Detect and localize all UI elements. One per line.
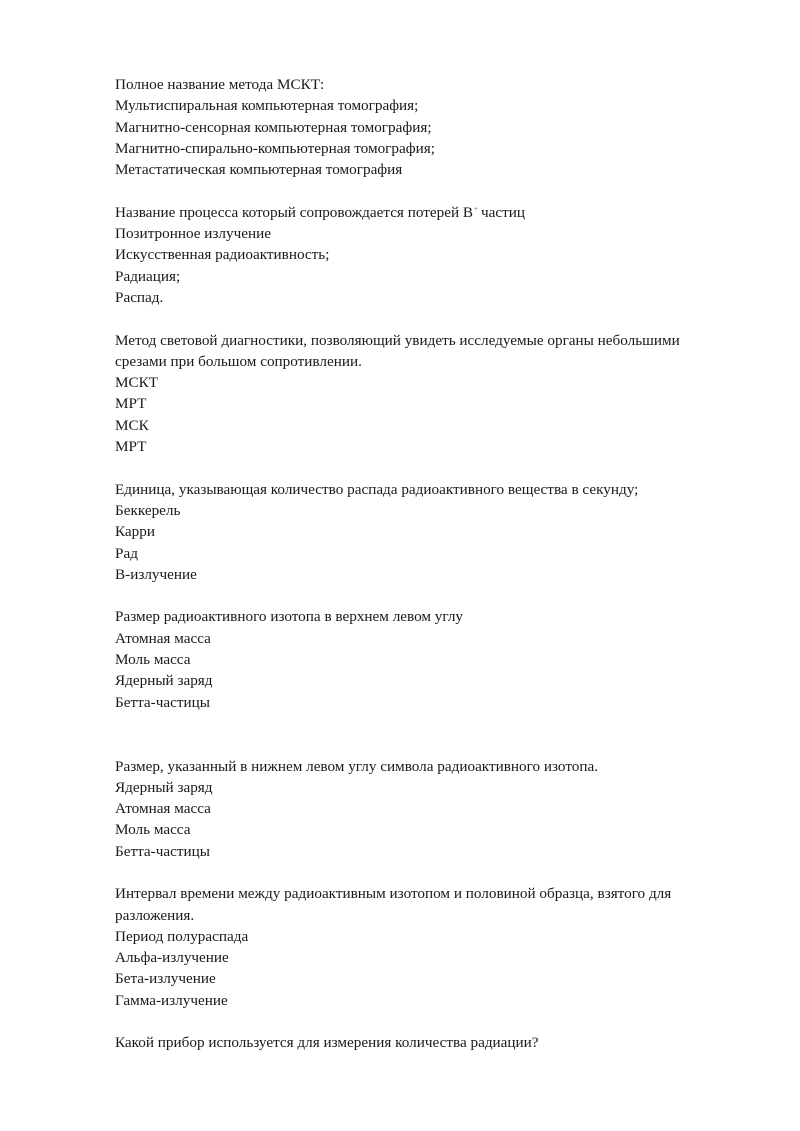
question-prompt: Размер, указанный в нижнем левом углу символа радиоактивного изотопа. (115, 757, 599, 775)
answer-option: Метастатическая компьютерная томография (115, 161, 403, 179)
question-prompt-main: Название процесса который сопровождается потерей В (115, 203, 474, 221)
answer-option: Моль масса (115, 821, 191, 839)
answer-option: Мультиспиральная компьютерная томография; (115, 97, 419, 115)
question-1 (115, 74, 735, 180)
answer-option: Ядерный заряд (115, 778, 213, 796)
answer-option: МРТ (115, 438, 147, 456)
answer-option: Альфа-излучение (115, 949, 229, 967)
question-8 (115, 1032, 735, 1053)
answer-option: Период полураспада (115, 927, 249, 945)
question-prompt: Полное название метода МСКТ: (115, 76, 325, 93)
answer-option: МРТ (115, 395, 147, 413)
answer-option: В-излучение (115, 565, 197, 583)
answer-option: Бетта-частицы (115, 842, 210, 860)
answer-option: МСКТ (115, 374, 159, 392)
answer-option: Ядерный заряд (115, 672, 213, 690)
answer-option: Рад (115, 544, 138, 562)
answer-option: Гамма-излучение (115, 991, 228, 1009)
question-prompt: Размер радиоактивного изотопа в верхнем левом углу (115, 608, 464, 626)
question-prompt-end: частиц (480, 203, 525, 221)
question-prompt (115, 202, 735, 223)
question-5 (115, 606, 735, 712)
answer-option: Магнитно-сенсорная компьютерная томография; (115, 118, 432, 136)
answer-option: Моль масса (115, 651, 191, 669)
question-4 (115, 479, 735, 585)
question-prompt: Метод световой диагностики, позволяющий увидеть исследуемые органы небольшими срезами при большом сопротивлении. (115, 331, 680, 370)
question-prompt: Единица, указывающая количество распада радиоактивного вещества в секунду; (115, 480, 639, 498)
answer-option: Радиация; (115, 267, 181, 285)
question-prompt: Какой прибор используется для измерения количества радиации? (115, 1034, 539, 1052)
superscript-mark: + (474, 204, 478, 213)
answer-option: Атомная масса (115, 800, 211, 818)
answer-option: Позитронное излучение (115, 225, 271, 243)
answer-option: Карри (115, 523, 155, 541)
question-prompt: Интервал времени между радиоактивным изотопом и половиной образца, взятого для разложения. (115, 885, 672, 924)
answer-option: Бетта-частицы (115, 693, 210, 711)
answer-option: Атомная масса (115, 629, 211, 647)
question-3 (115, 330, 735, 458)
answer-option: Искусственная радиоактивность; (115, 246, 330, 264)
question-6 (115, 756, 735, 862)
answer-option: МСК (115, 416, 149, 434)
answer-option: Бета-излучение (115, 970, 216, 988)
question-2 (115, 202, 735, 308)
answer-option: Беккерель (115, 501, 181, 519)
document-page (115, 74, 735, 1075)
question-7 (115, 883, 735, 1011)
answer-option: Распад. (115, 288, 164, 306)
answer-option: Магнитно-спирально-компьютерная томография; (115, 139, 435, 157)
